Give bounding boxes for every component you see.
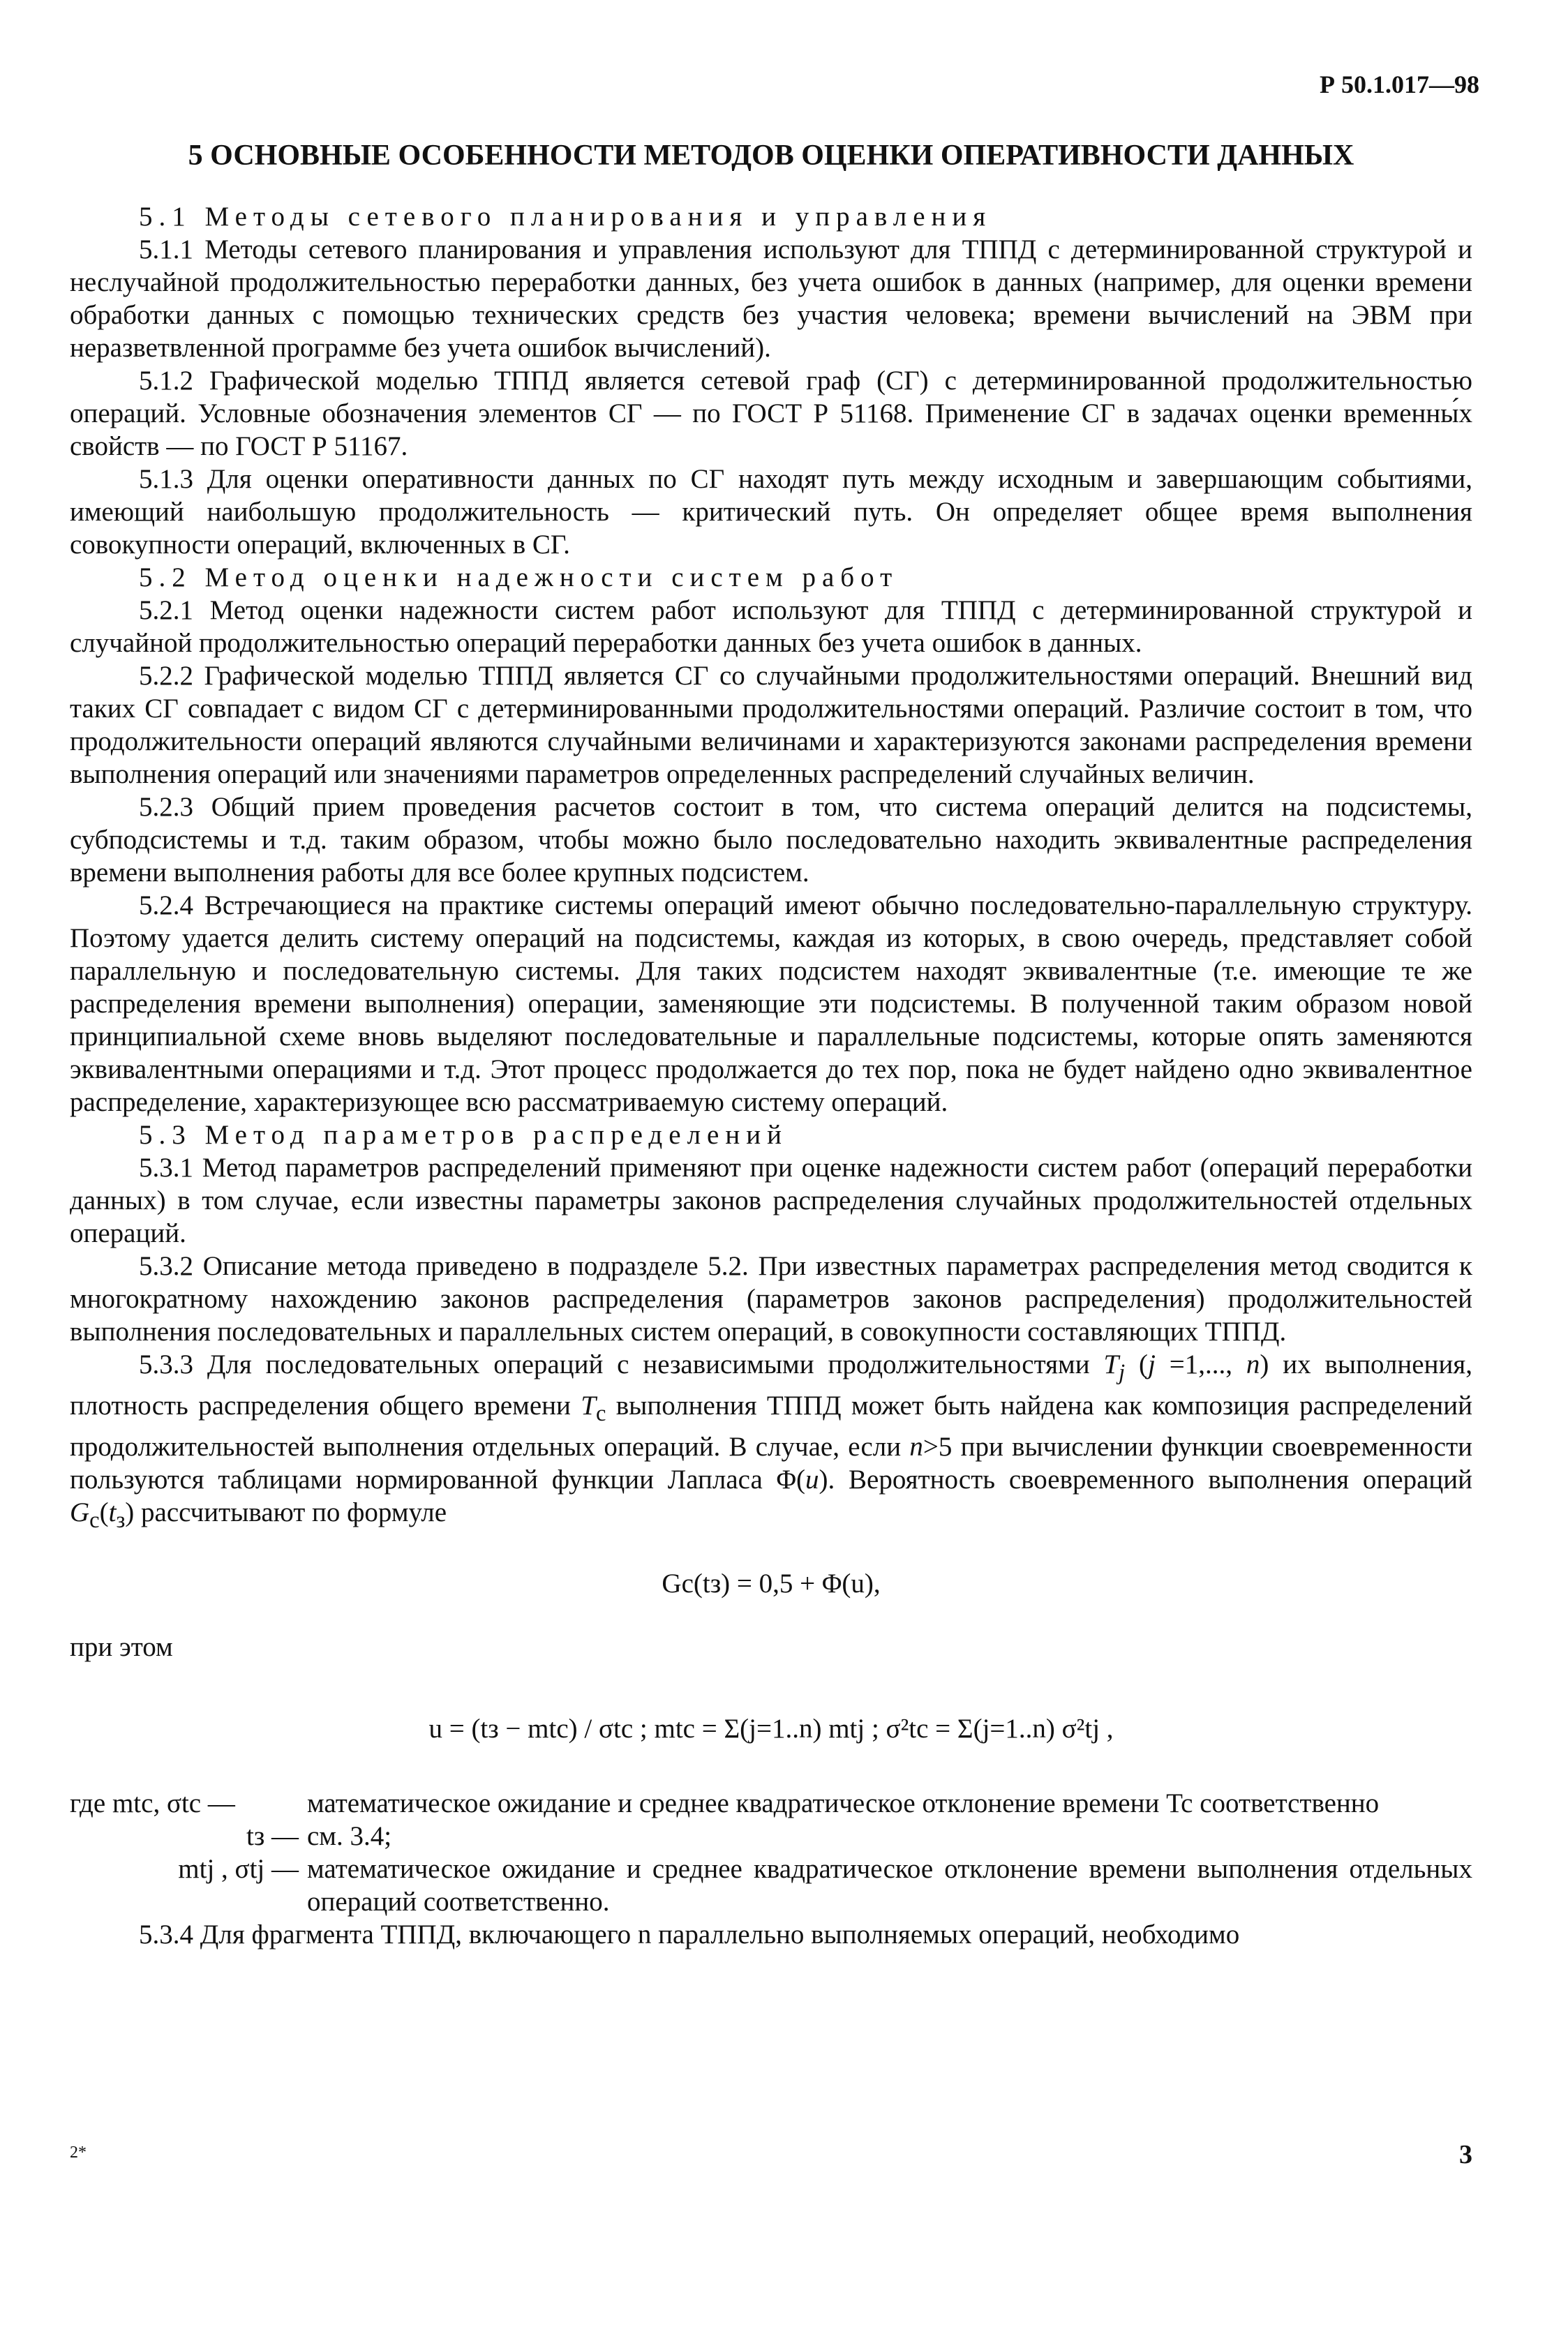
where-2-symbols: tз — — [246, 1821, 299, 1852]
where-word: где — [70, 1788, 106, 1819]
section-title: 5 ОСНОВНЫЕ ОСОБЕННОСТИ МЕТОДОВ ОЦЕНКИ ОПЕРАТИВНОСТИ ДАННЫХ — [188, 140, 1354, 172]
formula-timeliness: Gc(tз) = 0,5 + Φ(u), — [662, 1569, 881, 1599]
sheet-mark: 2* — [70, 2144, 87, 2162]
text-at-this: при этом — [70, 1632, 173, 1663]
where-item-2 — [70, 1820, 1472, 1853]
page-number: 3 — [1459, 2140, 1472, 2169]
subsection-heading-5-1: 5.1 Методы сетевого планирования и управления — [139, 202, 992, 232]
paragraph-5-3-1: 5.3.1 Метод параметров распределений применяют при оценке надежности систем работ (операций переработки данных) в том случае, если известны параметры законов распределения случайных продолжительностей отдельных операций. — [70, 1153, 1472, 1248]
paragraph-5-1-2: 5.1.2 Графической моделью ТППД является сетевой граф (СГ) с детерминированной продолжительностью операций. Условные обозначения элементов СГ — по ГОСТ Р 51168. Применение СГ в задачах оценки временны́х свойств — по ГОСТ Р 51167. — [70, 366, 1472, 461]
page-content — [70, 140, 1472, 1951]
paragraph-5-3-2: 5.3.2 Описание метода приведено в подразделе 5.2. При известных параметрах распределения метод сводится к многократному нахождению законов распределения (параметров законов распределения) продолжительностей выполнения последовательных и параллельных систем операций, в совокупности составляющих ТППД. — [70, 1251, 1472, 1347]
where-3-text: математическое ожидание и среднее квадратическое отклонение времени выполнения отдельных операций соответственно. — [307, 1854, 1472, 1917]
paragraph-5-1-3: 5.1.3 Для оценки оперативности данных по СГ находят путь между исходным и завершающим событиями, имеющий наибольшую продолжительность — критический путь. Он определяет общее время выполнения совокупности операций, включенных в СГ. — [70, 464, 1472, 560]
formula-parameters: u = (tз − mtc) / σtc ; mtc = Σ(j=1..n) mtj ; σ²tc = Σ(j=1..n) σ²tj , — [428, 1714, 1114, 1744]
paragraph-5-1-1: 5.1.1 Методы сетевого планирования и управления используют для ТППД с детерминированной структурой и неслучайной продолжительностью переработки данных, без учета ошибок в данных (например, для оценки времени обработки данных с помощью технических средств без участия человека; времени вычислений на ЭВМ при неразветвленной программе без учета ошибок вычислений). — [70, 234, 1472, 363]
paragraph-5-2-4: 5.2.4 Встречающиеся на практике системы операций имеют обычно последовательно-параллельную структуру. Поэтому удается делить систему операций на подсистемы, каждая из которых, в свою очередь, представляет собой параллельную и последовательную системы. Для таких подсистем находят эквивалентные (т.е. имеющие те же распределения времени выполнения) операции, заменяющие эти подсистемы. В полученной таким образом новой принципиальной схеме вновь выделяют последовательные и параллельные подсистемы, которые опять заменяются эквивалентными операциями и т.д. Этот процесс продолжается до тех пор, пока не будет найдено одно эквивалентное распределение, характеризующее всю рассматриваемую систему операций. — [70, 890, 1472, 1117]
paragraph-5-2-3: 5.2.3 Общий прием проведения расчетов состоит в том, что система операций делится на подсистемы, субподсистемы и т.д. таким образом, чтобы можно было последовательно находить эквивалентные распределения времени выполнения работы для все более крупных подсистем. — [70, 792, 1472, 888]
paragraph-5-2-2: 5.2.2 Графической моделью ТППД является СГ со случайными продолжительностями операций. Внешний вид таких СГ совпадает с видом СГ с детерминированными продолжительностями операций. Различие состоит в том, что продолжительности операций являются случайными величинами и характеризуются законами распределения времени выполнения операций или значениями параметров определенных распределений случайных величин. — [70, 661, 1472, 789]
where-item-3 — [70, 1853, 1472, 1918]
paragraph-5-3-4: 5.3.4 Для фрагмента ТППД, включающего n параллельно выполняемых операций, необходимо — [139, 1920, 1240, 1950]
where-2-text: см. 3.4; — [307, 1821, 392, 1852]
where-1-symbols: mtc, σtc — — [112, 1788, 235, 1819]
paragraph-5-2-1: 5.2.1 Метод оценки надежности систем работ используют для ТППД с детерминированной структурой и случайной продолжительностью операций переработки данных без учета ошибок в данных. — [70, 595, 1472, 658]
where-1-text: математическое ожидание и среднее квадратическое отклонение времени Tc соответственно — [307, 1788, 1380, 1819]
document-code: Р 50.1.017—98 — [1320, 70, 1479, 98]
subsection-heading-5-2: 5.2 Метод оценки надежности систем работ — [139, 562, 899, 592]
where-item-1 — [70, 1787, 1472, 1820]
where-3-symbols: mtj , σtj — — [178, 1854, 299, 1885]
paragraph-5-3-3: 5.3.3 Для последовательных операций с независимыми продолжительностями $T_j$ (j =1,..., n) их выполнения, плотность распределения общего времени $T_c$ выполнения ТППД может быть найдена как композиция распределений продолжительностей выполнения отдельных операций. В случае, если n>5 при вычислении функции своевременности пользуются таблицами нормированной функции Лапласа Φ(u). Вероятность своевременного выполнения операций $G_c(t_з)$ рассчитывают по формуле — [70, 1349, 1473, 1533]
subsection-heading-5-3: 5.3 Метод параметров распределений — [139, 1120, 788, 1150]
